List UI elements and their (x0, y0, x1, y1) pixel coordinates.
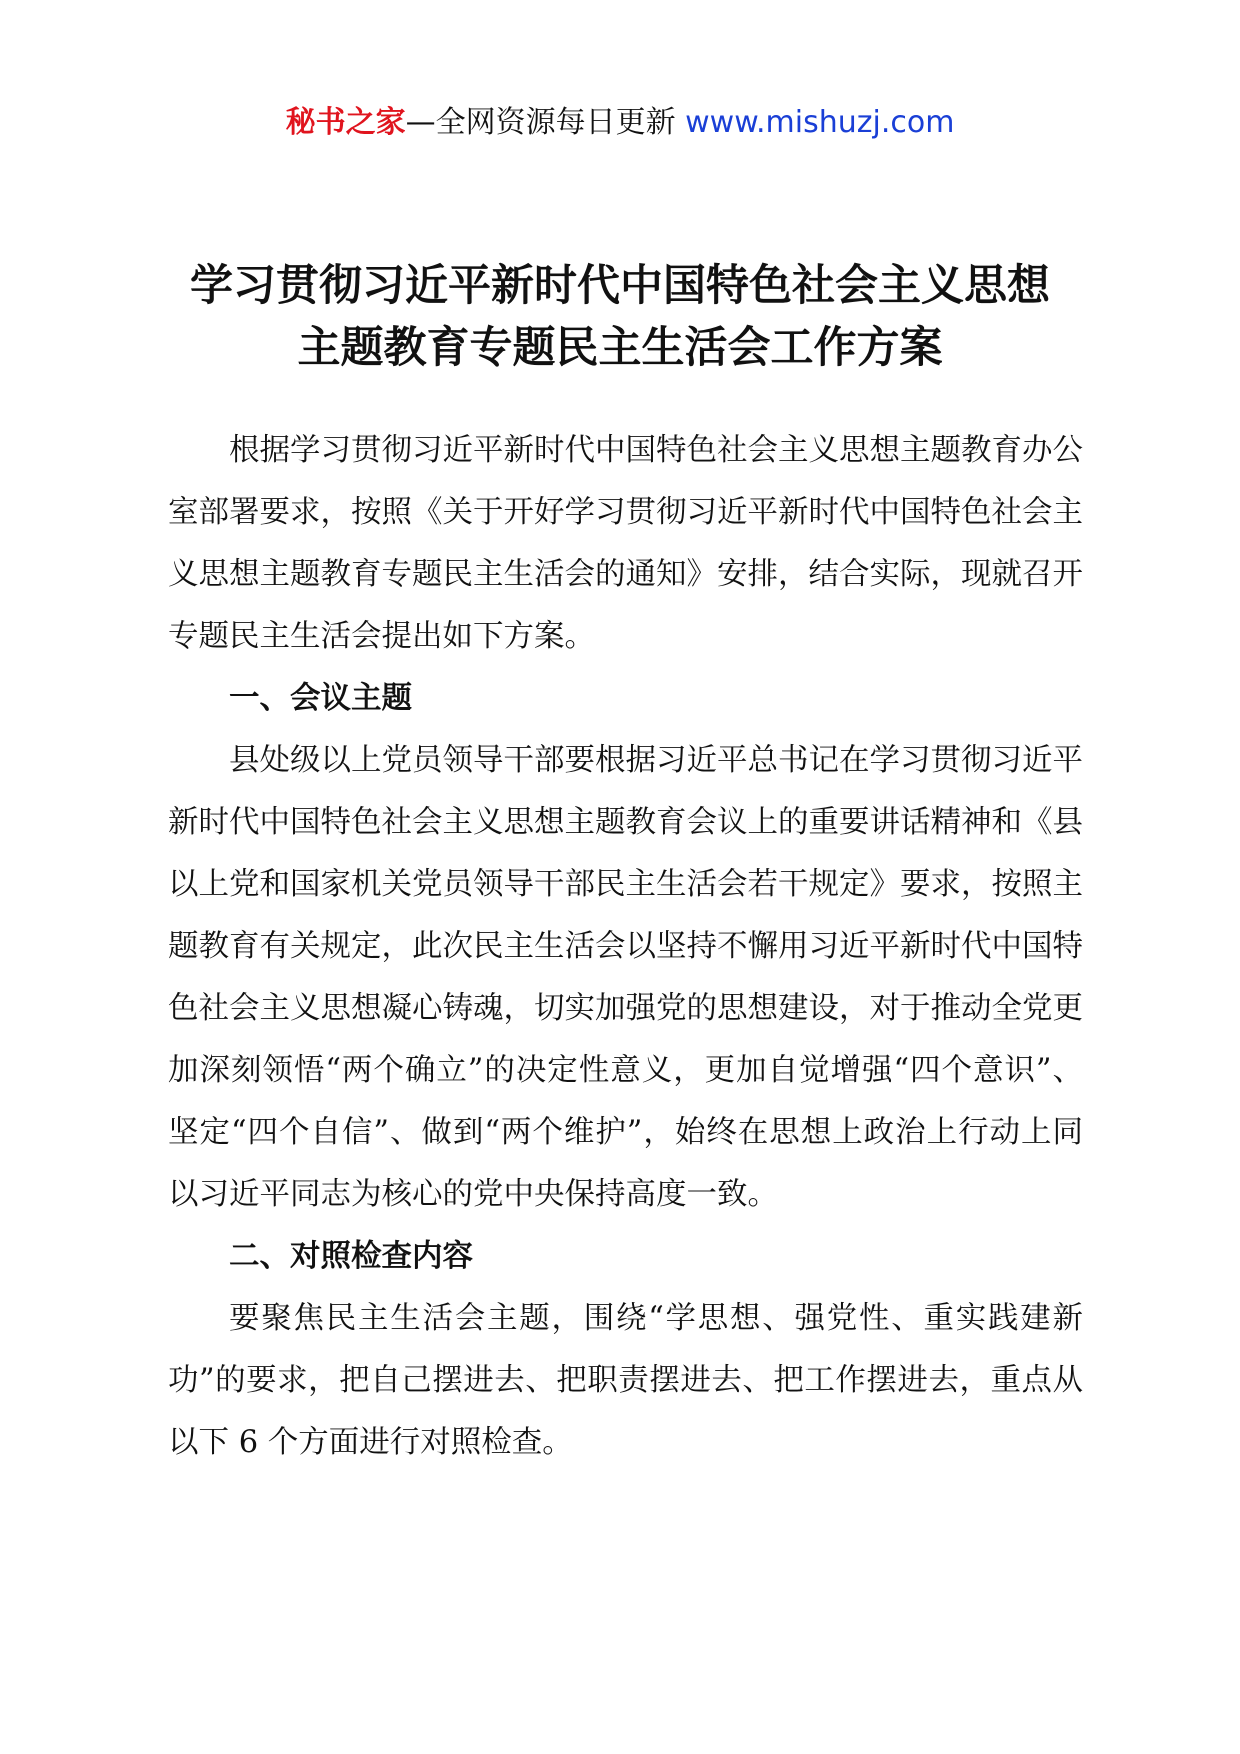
document-body (168, 420, 1083, 1474)
section-paragraph-2: 要聚焦民主生活会主题，围绕“学思想、强党性、重实践建新功”的要求，把自己摆进去、把职责摆进去、把工作摆进去，重点从以下 6 个方面进行对照检查。 (168, 1301, 1083, 1460)
intro-paragraph: 根据学习贯彻习近平新时代中国特色社会主义思想主题教育办公室部署要求，按照《关于开好学习贯彻习近平新时代中国特色社会主义思想主题教育专题民主生活会的通知》安排，结合实际，现就召开专题民主生活会提出如下方案。 (168, 433, 1083, 654)
title-line-2: 主题教育专题民主生活会工作方案 (297, 323, 943, 373)
section-paragraph-1: 县处级以上党员领导干部要根据习近平总书记在学习贯彻习近平新时代中国特色社会主义思想主题教育会议上的重要讲话精神和《县以上党和国家机关党员领导干部民主生活会若干规定》要求，按照主题教育有关规定，此次民主生活会以坚持不懈用习近平新时代中国特色社会主义思想凝心铸魂，切实加强党的思想建设，对于推动全党更加深刻领悟“两个确立”的决定性意义，更加自觉增强“四个意识”、坚定“四个自信”、做到“两个维护”，始终在思想上政治上行动上同以习近平同志为核心的党中央保持高度一致。 (168, 743, 1083, 1212)
brand-name: 秘书之家 (285, 105, 406, 140)
header-tagline: —全网资源每日更新 (405, 105, 676, 140)
document-title (100, 255, 1140, 379)
title-line-1: 学习贯彻习近平新时代中国特色社会主义思想 (190, 261, 1050, 311)
section-heading-1: 一、会议主题 (229, 681, 412, 716)
page-header (0, 103, 1240, 143)
site-url-link[interactable]: www.mishuzj.com (685, 105, 955, 140)
section-heading-2: 二、对照检查内容 (229, 1239, 473, 1274)
